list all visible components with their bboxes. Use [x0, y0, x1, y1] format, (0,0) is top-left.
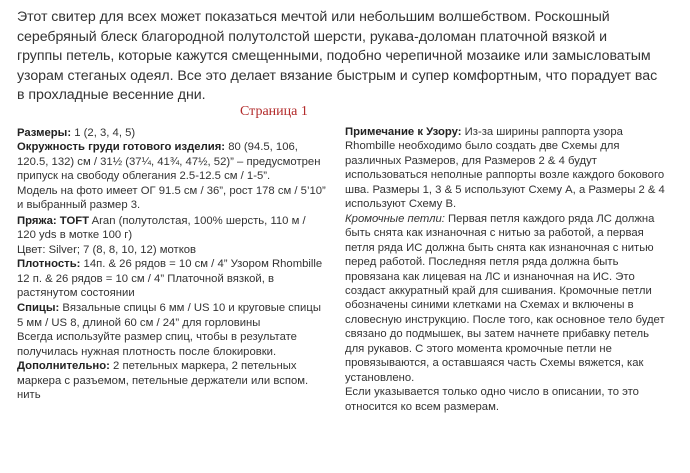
- edge-line: провязываются, а оставшаяся часть Схемы вяжется, как: [345, 357, 644, 370]
- chest-label: Окружность груди готового изделия:: [17, 141, 226, 154]
- chest-line: 120.5, 132) см / 31½ (37¼, 41¾, 47½, 52)” – предусмотрен: [17, 155, 321, 168]
- right-column: [345, 125, 675, 414]
- needles-label: Спицы:: [17, 302, 60, 315]
- intro-line: группы петель, которые кажутся смещенными, подобно черепичной мозаике или замысловатым: [17, 48, 651, 65]
- yarn-label: Пряжа:: [17, 214, 57, 227]
- page-label: Страница 1: [240, 104, 308, 119]
- intro-line: узорам стеганых одеял. Все это делает вязание быстрым и супер комфортным, что порадует вас: [17, 67, 658, 84]
- needles-line: Всегда используйте размер спиц, чтобы в результате: [17, 331, 297, 344]
- sizes-value: 1 (2, 3, 4, 5): [71, 127, 136, 139]
- footnote-line: Если указывается только одно число в описании, то это: [345, 386, 639, 399]
- gauge-line: [17, 257, 335, 271]
- edge-line: петля ряда ИС должна быть снята как изнаночная с нитью: [345, 241, 654, 254]
- yarn-brand: TOFT: [56, 214, 90, 227]
- extra-text: 2 петельных маркера, 2 петельных: [109, 360, 297, 373]
- note-line: используют Схему В.: [345, 198, 457, 211]
- gauge-label: Плотность:: [17, 258, 81, 271]
- model-line: Модель на фото имеет ОГ 91.5 см / 36”, рост 178 см / 5’10”: [17, 184, 326, 197]
- edge-line: связано до подмышек, вы затем начнете прибавку петель: [345, 328, 649, 341]
- needles-line: получилась нужная плотность после блокировки.: [17, 345, 277, 358]
- needles-text: Вязальные спицы 6 мм / US 10 и круговые спицы: [59, 302, 321, 315]
- sizes-label: Размеры:: [17, 127, 72, 139]
- edge-line: создаст аккуратный край для сшивания. Кромочные петли: [345, 284, 652, 297]
- note-line: шва. Размеры 1, 3 & 5 используют Схему А, а Размеры 2 & 4: [345, 183, 665, 196]
- edge-line: для рукавов. С этого момента кромочные петли не: [345, 342, 612, 355]
- gauge-text: 14п. & 26 рядов = 10 см / 4” Узором Rhombille: [80, 258, 323, 271]
- extra-line: маркера с разъемом, петельные держатели или вспом.: [17, 374, 309, 387]
- edge-text: Первая петля каждого ряда ЛС должна: [444, 212, 655, 225]
- gauge-line: 12 п. & 26 рядов = 10 см / 4” Платочной вязкой, в: [17, 272, 275, 285]
- sizes-line: [17, 126, 335, 140]
- note-line: [345, 125, 675, 139]
- edge-label: Кромочные петли:: [345, 212, 445, 225]
- needles-line: 5 мм / US 8, длиной 60 см / 24” для горловины: [17, 316, 261, 329]
- note-label: Примечание к Узору:: [345, 126, 462, 138]
- extra-line: [17, 359, 335, 373]
- intro-line: в прохладные весенние дни.: [17, 87, 206, 104]
- note-line: Rhombille необходимо было создать две Схемы для: [345, 140, 620, 153]
- note-text: Из-за ширины раппорта узора: [461, 126, 623, 138]
- intro-line: Этот свитер для всех может показаться мечтой или небольшим волшебством. Роскошный: [17, 9, 610, 25]
- note-line: использоваться неполные раппорты возле каждого бокового: [345, 169, 665, 182]
- edge-line: провязана как лицевая на ЛС и изнаночная на ИС. Это: [345, 270, 635, 283]
- left-column: [17, 126, 335, 403]
- chest-line: [17, 140, 335, 154]
- footnote-line: относится ко всем размерам.: [345, 400, 499, 413]
- yarn-line: [17, 214, 335, 228]
- edge-line: словесную инструкцию. После того, как основное тело будет: [345, 313, 665, 326]
- needles-line: [17, 301, 335, 315]
- extra-line: нить: [17, 389, 41, 402]
- note-line: различных Размеров, для Размеров 2 & 4 будут: [345, 154, 597, 167]
- edge-line: обозначены синими клетками на Схемах и включены в: [345, 299, 634, 312]
- extra-label: Дополнительно:: [17, 360, 110, 373]
- intro-line: серебряный блеск благородной полутолстой шерсти, рукава-доломан платочной вязкой и: [17, 28, 608, 45]
- chest-text: 80 (94.5, 106,: [225, 141, 298, 154]
- chest-line: припуск на свободу облегания 2.5-12.5 см / 1-5”.: [17, 170, 271, 183]
- yarn-text: Aran (полутолстая, 100% шерсть, 110 м /: [89, 214, 306, 227]
- yarn-line: 120 yds в мотке 100 г): [17, 229, 133, 242]
- edge-line: перед работой. Последняя петля ряда должна быть: [345, 256, 619, 269]
- color-line: Цвет: Silver; 7 (8, 8, 10, 12) мотков: [17, 243, 197, 256]
- edge-line: установлено.: [345, 371, 415, 384]
- model-line: и выбранный размер 3.: [17, 199, 141, 212]
- gauge-line: растянутом состоянии: [17, 286, 135, 299]
- edge-line: [345, 212, 675, 226]
- intro-paragraph: [17, 8, 679, 106]
- edge-line: быть снята как изнаночная с нитью за работой, а первая: [345, 227, 644, 240]
